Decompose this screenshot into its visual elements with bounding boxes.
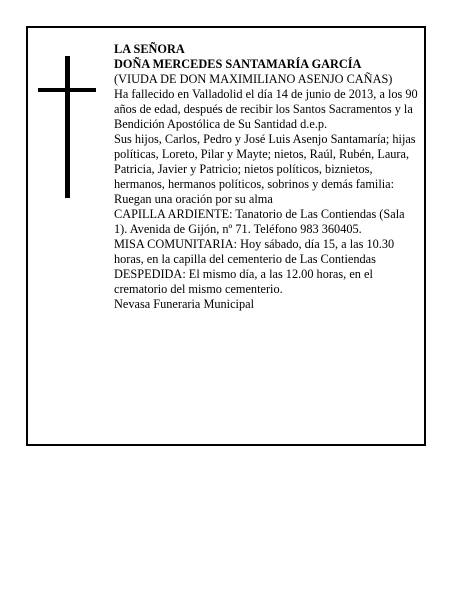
cross-icon — [38, 56, 96, 198]
obituary-notice — [26, 26, 426, 446]
mass-info: MISA COMUNITARIA: Hoy sábado, día 15, a las 10.30 horas, en la capilla del cementerio de Las Contiendas — [114, 237, 395, 266]
farewell-info: DESPEDIDA: El mismo día, a las 12.00 horas, en el crematorio del mismo cementerio. — [114, 267, 373, 296]
chapel-info: CAPILLA ARDIENTE: Tanatorio de Las Contiendas (Sala 1). Avenida de Gijón, nº 71. Teléfono 983 360405. — [114, 207, 405, 236]
prayer-request: Ruegan una oración por su alma — [114, 192, 273, 206]
notice-title: LA SEÑORA — [114, 42, 185, 56]
cross-vertical-bar — [65, 56, 70, 198]
funeral-home: Nevasa Funeraria Municipal — [114, 297, 254, 311]
widow-of: (VIUDA DE DON MAXIMILIANO ASENJO CAÑAS) — [114, 72, 393, 86]
deceased-name: DOÑA MERCEDES SANTAMARÍA GARCÍA — [114, 57, 362, 71]
family-list: Sus hijos, Carlos, Pedro y José Luis Asenjo Santamaría; hijas políticas, Loreto, Pilar y Mayte; nietos, Raúl, Rubén, Laura, Patricia, Javier y Patricio; nietos políticos, biznietos, hermanos, hermanos políticos, sobrinos y demás familia: — [114, 132, 416, 191]
death-notice: Ha fallecido en Valladolid el día 14 de junio de 2013, a los 90 años de edad, después de recibir los Santos Sacramentos y la Bendición Apostólica de Su Santidad d.e.p. — [114, 87, 418, 131]
notice-text — [114, 42, 420, 312]
cross-horizontal-bar — [38, 88, 96, 92]
